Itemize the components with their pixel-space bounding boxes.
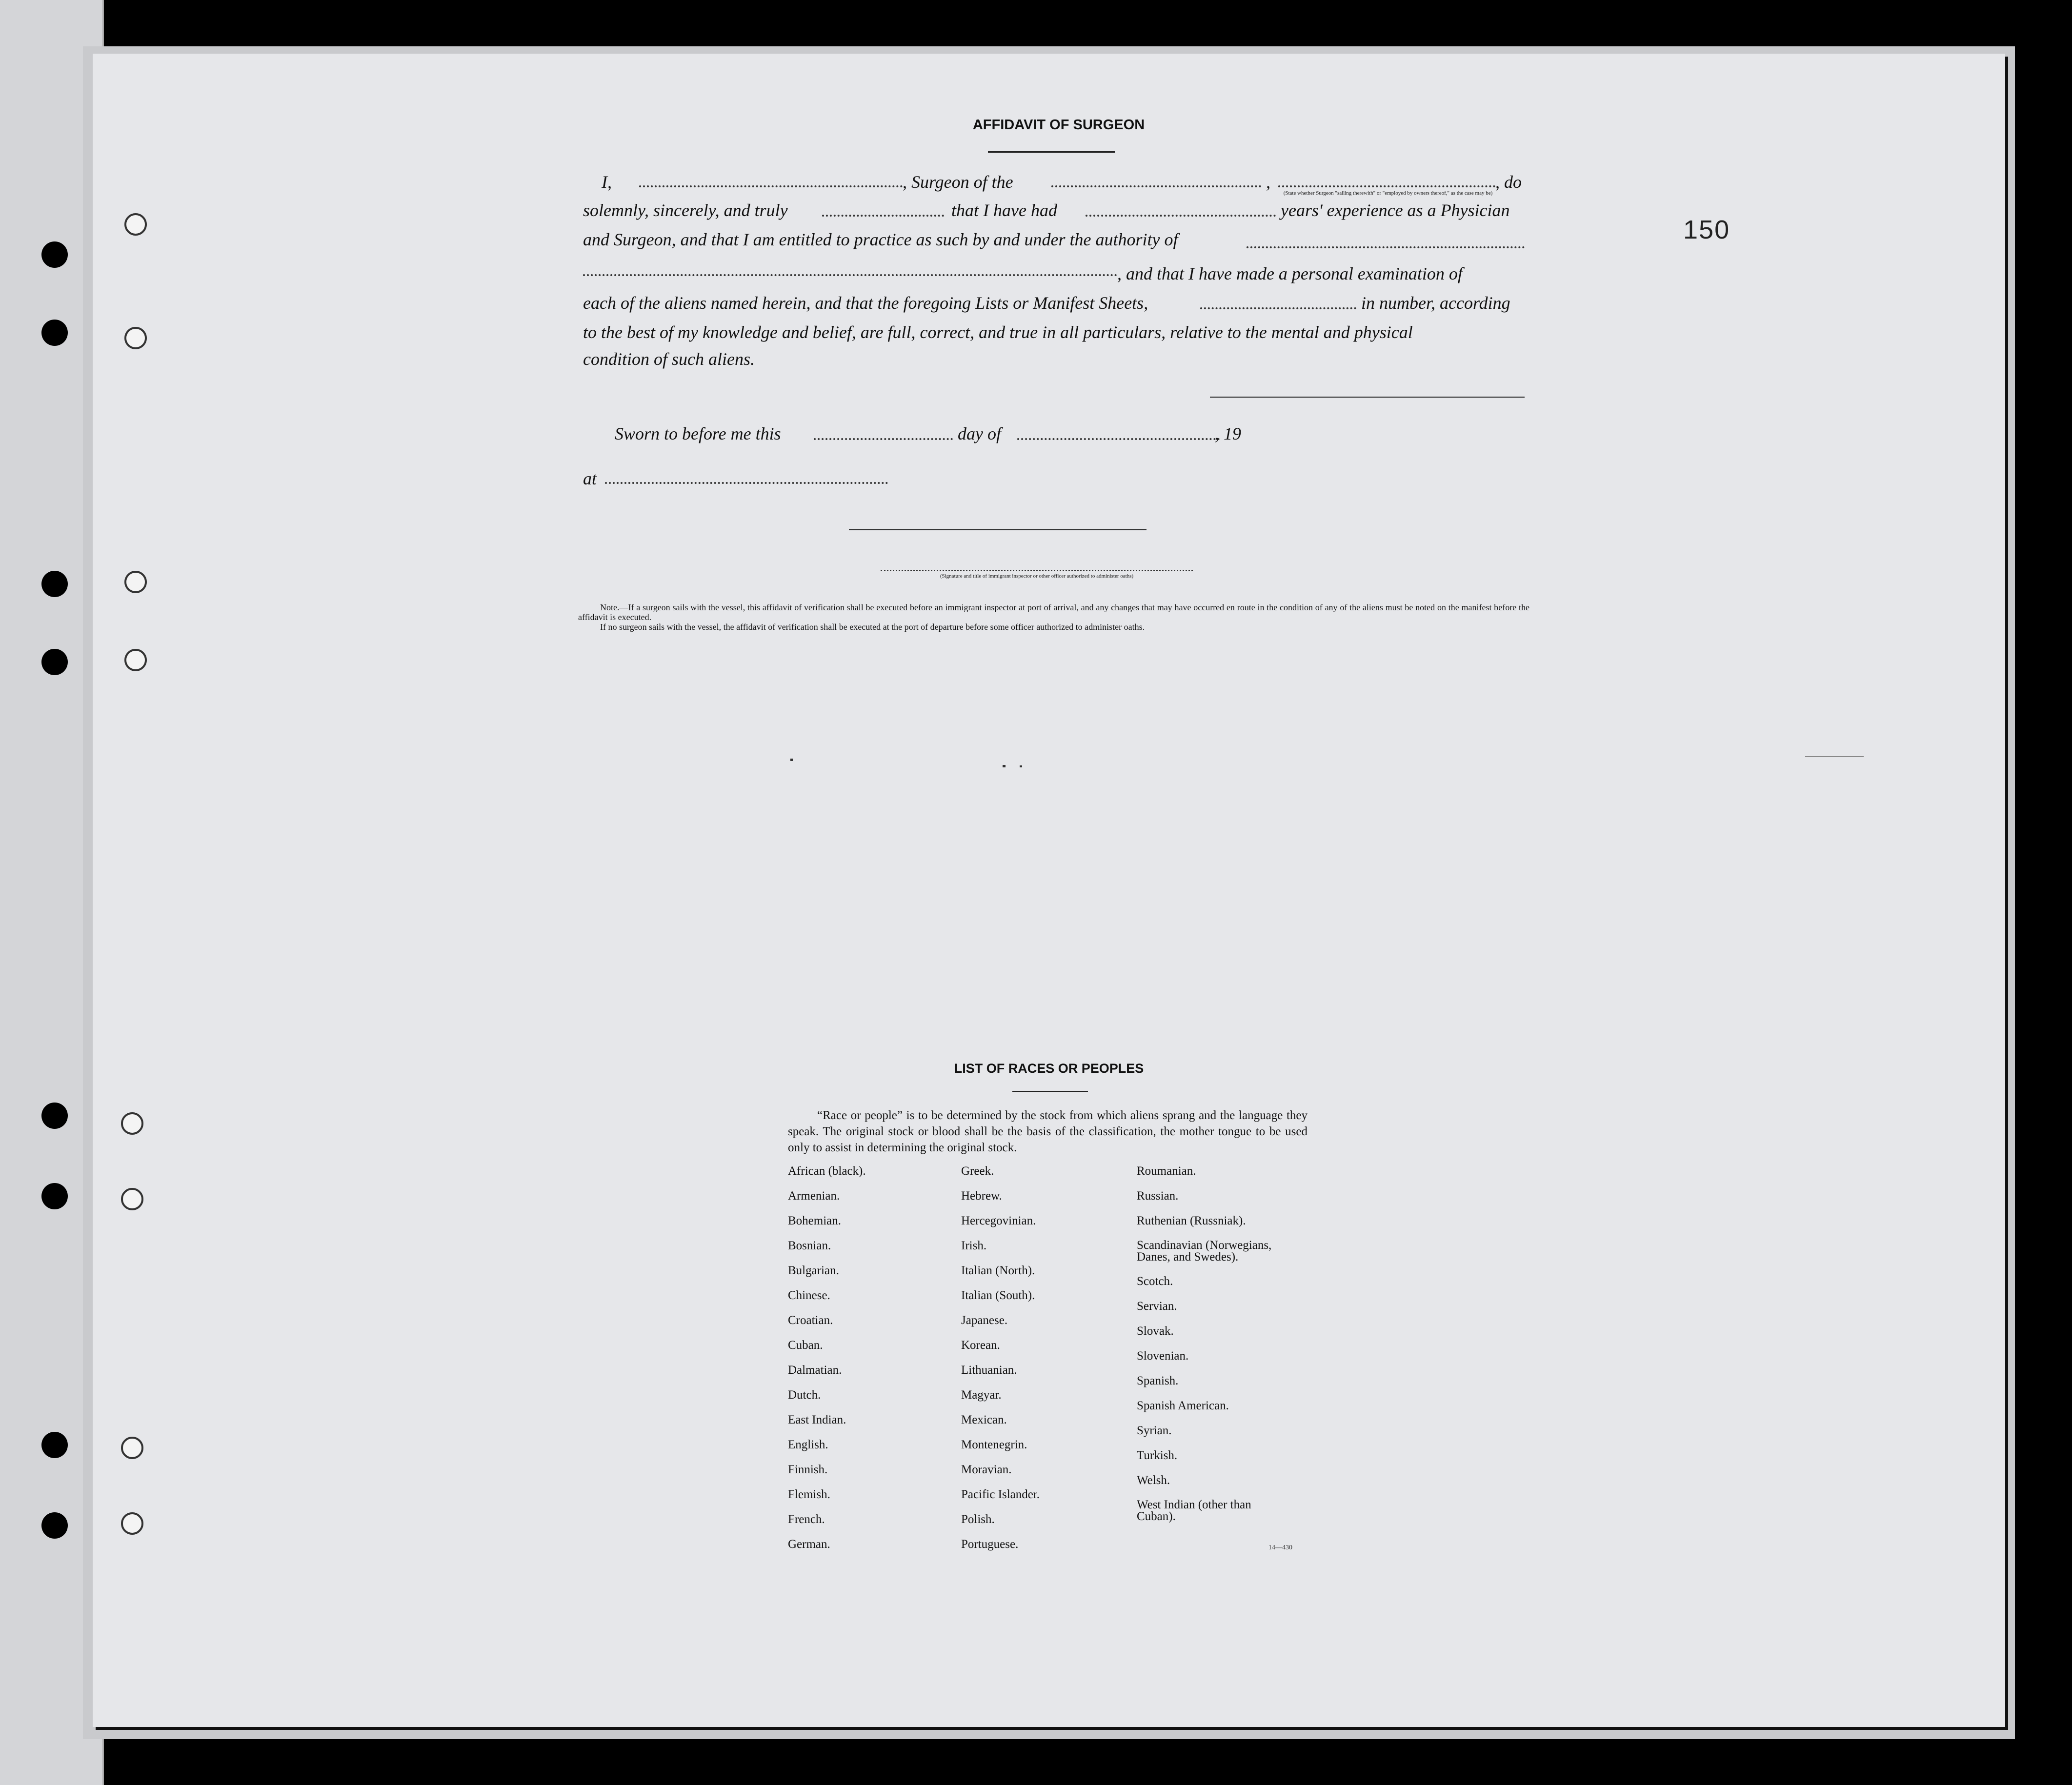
race-item: Russian. — [1137, 1189, 1179, 1203]
reinforcement-ring — [124, 213, 147, 236]
line2-part-a: solemnly, sincerely, and truly — [583, 201, 788, 220]
races-title: LIST OF RACES OR PEOPLES — [954, 1061, 1144, 1076]
race-item: Roumanian. — [1137, 1164, 1196, 1178]
punch-hole — [41, 241, 68, 268]
line3-part-a: and Surgeon, and that I am entitled to practice as such by and under the authority of — [583, 230, 1178, 249]
race-item: Bohemian. — [788, 1214, 842, 1227]
race-item: German. — [788, 1538, 830, 1551]
line5-part-a: each of the aliens named herein, and that the foregoing Lists or Manifest Sheets, — [583, 293, 1148, 313]
race-item: Scandinavian (Norwegians, Danes, and Swedes). — [1137, 1239, 1272, 1264]
inspector-signature-line[interactable] — [849, 529, 1147, 530]
race-item: Dutch. — [788, 1388, 821, 1402]
race-item: Slovak. — [1137, 1324, 1174, 1338]
at-label: at — [583, 469, 597, 488]
reinforcement-ring — [121, 1437, 143, 1459]
race-item: English. — [788, 1438, 828, 1451]
affidavit-title: AFFIDAVIT OF SURGEON — [972, 117, 1145, 133]
race-item: Syrian. — [1137, 1424, 1172, 1437]
reinforcement-ring — [124, 327, 147, 349]
surgeon-name-field[interactable] — [639, 185, 903, 187]
reinforcement-ring — [121, 1188, 143, 1210]
race-item: Hercegovinian. — [961, 1214, 1036, 1227]
races-column-1 — [788, 1165, 866, 1563]
races-column-2 — [961, 1165, 1040, 1563]
line4-part-a: , and that I have made a personal examination of — [1117, 264, 1463, 283]
race-item: Italian (South). — [961, 1289, 1035, 1302]
sworn-part-a: Sworn to before me this — [615, 424, 781, 443]
title-underline — [988, 151, 1115, 153]
sworn-day-field[interactable] — [814, 438, 953, 440]
place-field[interactable] — [605, 482, 888, 484]
form-code: 14—430 — [1268, 1544, 1292, 1551]
race-item: African (black). — [788, 1164, 866, 1178]
punch-hole — [41, 1103, 68, 1129]
sworn-part-b: day of — [958, 424, 1001, 443]
line6-part-a: to the best of my knowledge and belief, are full, correct, and true in all particulars, relative to the mental and physical — [583, 322, 1413, 342]
line2-part-b: that I have had — [951, 201, 1057, 220]
sworn-part-c: , 19 — [1215, 424, 1241, 443]
sheets-count-field[interactable] — [1200, 307, 1356, 309]
authority-field[interactable] — [1247, 246, 1525, 248]
race-item: Turkish. — [1137, 1449, 1178, 1462]
scan-speck — [1020, 765, 1022, 767]
races-intro — [788, 1107, 1308, 1156]
race-item: Dalmatian. — [788, 1364, 842, 1377]
races-intro-text: “Race or people” is to be determined by the stock from which aliens sprang and the language they speak. The original stock or blood shall be the basis of the classification, the mother tongue to be used only to assist in determining the original stock. — [788, 1109, 1308, 1154]
race-item: Welsh. — [1137, 1474, 1170, 1487]
punch-hole — [41, 571, 68, 597]
scan-speck — [790, 759, 793, 761]
race-item: Japanese. — [961, 1314, 1008, 1327]
scan-speck — [1805, 756, 1864, 757]
scan-speck — [1003, 765, 1006, 767]
punch-hole — [41, 320, 68, 346]
note-paragraph-2: If no surgeon sails with the vessel, the affidavit of verification shall be executed at the port of departure before some officer authorized to administer oaths. — [600, 622, 1145, 632]
line1-part-c: , — [1266, 172, 1270, 192]
race-item: Italian (North). — [961, 1264, 1035, 1277]
races-column-3 — [1137, 1165, 1308, 1535]
race-item: Slovenian. — [1137, 1349, 1189, 1363]
races-title-underline — [1012, 1091, 1088, 1092]
race-item: Bosnian. — [788, 1239, 831, 1252]
race-item: Servian. — [1137, 1300, 1177, 1313]
race-item: Cuban. — [788, 1339, 823, 1352]
race-item: Korean. — [961, 1339, 1000, 1352]
punch-hole — [41, 649, 68, 675]
race-item: Irish. — [961, 1239, 987, 1252]
authority-field-cont[interactable] — [583, 274, 1117, 276]
race-item: Portuguese. — [961, 1538, 1019, 1551]
line1-part-d: , do — [1495, 172, 1522, 192]
race-item: Finnish. — [788, 1463, 828, 1476]
race-item: Greek. — [961, 1164, 994, 1178]
race-item: Montenegrin. — [961, 1438, 1027, 1451]
race-item: Mexican. — [961, 1413, 1007, 1426]
race-item: Bulgarian. — [788, 1264, 839, 1277]
reinforcement-ring — [121, 1512, 143, 1535]
signature-caption: (Signature and title of immigrant inspector or other officer authorized to administer oaths) — [940, 573, 1134, 579]
race-item: Ruthenian (Russniak). — [1137, 1214, 1246, 1227]
race-item: West Indian (other than Cuban). — [1137, 1498, 1251, 1523]
line7-part-a: condition of such aliens. — [583, 349, 755, 369]
note-paragraph-1: Note.—If a surgeon sails with the vessel, this affidavit of verification shall be executed before an immigrant inspector at port of arrival, and any changes that may have occurred en route in the condition of any of the aliens must be noted on the manifest before the affidavit is executed. — [578, 602, 1529, 622]
race-item: Lithuanian. — [961, 1364, 1017, 1377]
race-item: Armenian. — [788, 1189, 840, 1203]
sworn-month-field[interactable] — [1017, 438, 1220, 440]
race-item: Hebrew. — [961, 1189, 1002, 1203]
race-item: East Indian. — [788, 1413, 846, 1426]
line2-part-c: years' experience as a Physician — [1281, 201, 1510, 220]
race-item: Polish. — [961, 1513, 995, 1526]
years-experience-field[interactable] — [1086, 215, 1276, 217]
reinforcement-ring — [124, 571, 147, 593]
affidavit-note — [578, 602, 1529, 632]
punch-hole — [41, 1432, 68, 1458]
race-item: Pacific Islander. — [961, 1488, 1040, 1501]
race-item: French. — [788, 1513, 825, 1526]
race-item: Moravian. — [961, 1463, 1012, 1476]
punch-hole — [41, 1512, 68, 1539]
line5-part-b: in number, according — [1361, 293, 1510, 313]
race-item: Magyar. — [961, 1388, 1002, 1402]
line1-part-b: , Surgeon of the — [903, 172, 1013, 192]
race-item: Spanish. — [1137, 1374, 1179, 1387]
inspector-title-line[interactable] — [881, 570, 1193, 571]
race-item: Croatian. — [788, 1314, 833, 1327]
reinforcement-ring — [121, 1112, 143, 1135]
race-item: Chinese. — [788, 1289, 830, 1302]
capacity-hint: (State whether Surgeon "sailing therewith" or "employed by owners thereof," as the case may be) — [1283, 190, 1493, 196]
surgeon-signature-line[interactable] — [1210, 397, 1525, 398]
vessel-name-field[interactable] — [1051, 185, 1261, 187]
race-item: Spanish American. — [1137, 1399, 1229, 1412]
page-number: 150 — [1683, 215, 1730, 244]
race-item: Flemish. — [788, 1488, 830, 1501]
line1-part-a: I, — [602, 172, 612, 192]
oath-type-field[interactable] — [822, 215, 944, 217]
race-item: Scotch. — [1137, 1275, 1173, 1288]
capacity-field[interactable] — [1278, 185, 1495, 187]
punch-hole — [41, 1183, 68, 1209]
reinforcement-ring — [124, 649, 147, 671]
